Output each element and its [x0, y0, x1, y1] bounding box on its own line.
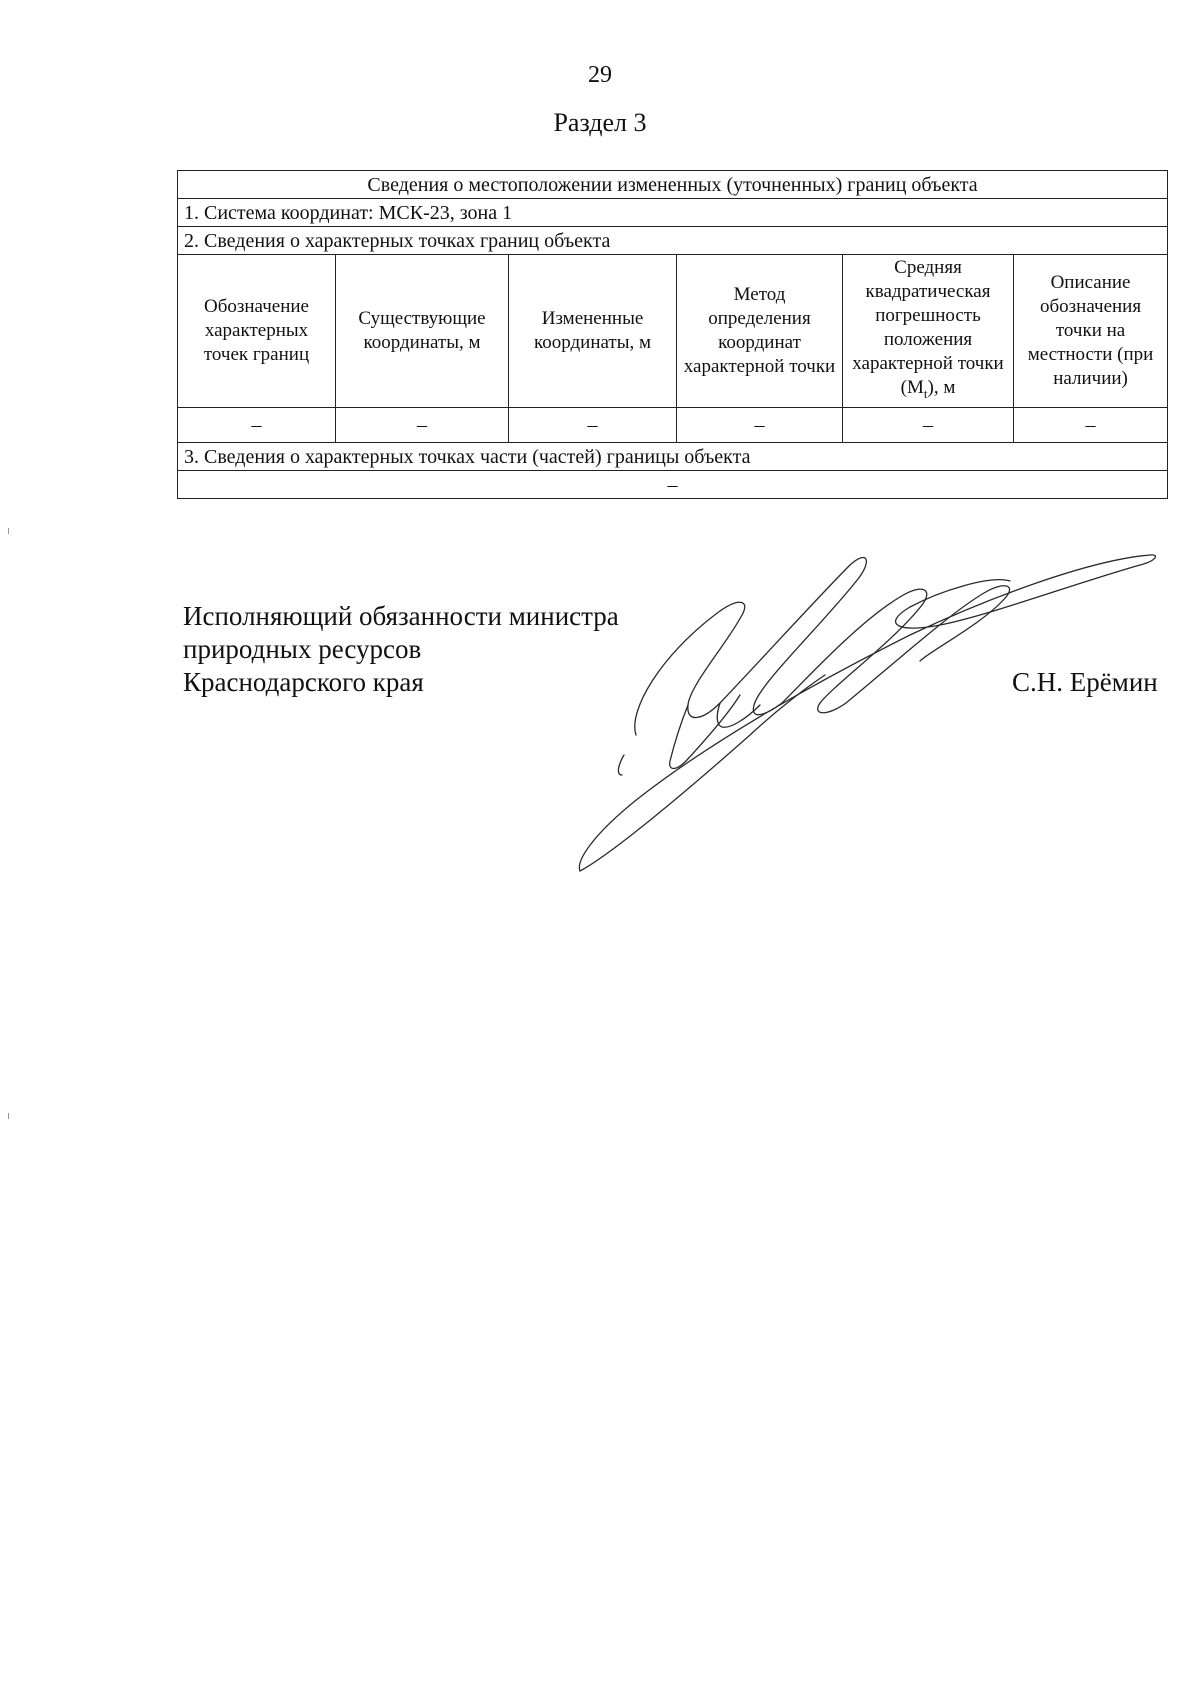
margin-mark — [8, 1113, 9, 1119]
subscript-t: t — [923, 385, 928, 401]
column-header-point-designation: Обозначение характерных точек границ — [178, 255, 336, 408]
table-cell: – — [509, 408, 677, 443]
signatory-position-line: Исполняющий обязанности министра — [183, 601, 619, 631]
column-header-existing-coordinates: Существующие координаты, м — [336, 255, 509, 408]
margin-mark — [8, 528, 9, 534]
column-header-description: Описание обозначения точки на местности (при наличии) — [1014, 255, 1168, 408]
parts-value: – — [178, 471, 1168, 499]
coordinate-system-row — [178, 199, 1168, 227]
parts-heading-row — [178, 443, 1168, 471]
section-title: Раздел 3 — [553, 108, 647, 137]
signatory-position-line: Краснодарского края — [183, 667, 424, 697]
boundary-coordinates-table — [177, 170, 1168, 499]
table-cell: – — [336, 408, 509, 443]
table-title: Сведения о местоположении измененных (уточненных) границ объекта — [178, 171, 1168, 199]
column-header-mean-square-error-unit: ), м — [927, 377, 956, 399]
signatory-position-line: природных ресурсов — [183, 634, 422, 664]
parts-heading: 3. Сведения о характерных точках части (частей) границы объекта — [178, 443, 1168, 471]
handwritten-signature — [570, 535, 1170, 895]
parts-value-row — [178, 471, 1168, 499]
signatory-position — [183, 600, 619, 699]
signatory-name: С.Н. Ерёмин — [1012, 667, 1158, 697]
points-heading: 2. Сведения о характерных точках границ объекта — [178, 227, 1168, 255]
column-header-method: Метод определения координат характерной точки — [677, 255, 843, 408]
table-cell: – — [843, 408, 1014, 443]
coordinate-system: 1. Система координат: МСК-23, зона 1 — [178, 199, 1168, 227]
table-cell: – — [1014, 408, 1168, 443]
table-row — [178, 408, 1168, 443]
table-cell: – — [178, 408, 336, 443]
points-heading-row — [178, 227, 1168, 255]
table-header-row — [178, 255, 1168, 408]
column-header-mean-square-error — [843, 255, 1014, 408]
table-title-row — [178, 171, 1168, 199]
page-number: 29 — [588, 62, 612, 88]
table-cell: – — [677, 408, 843, 443]
column-header-changed-coordinates: Измененные координаты, м — [509, 255, 677, 408]
column-header-mean-square-error-text: Средняя квадратическая погрешность положения характерной точки (M — [852, 257, 1004, 399]
